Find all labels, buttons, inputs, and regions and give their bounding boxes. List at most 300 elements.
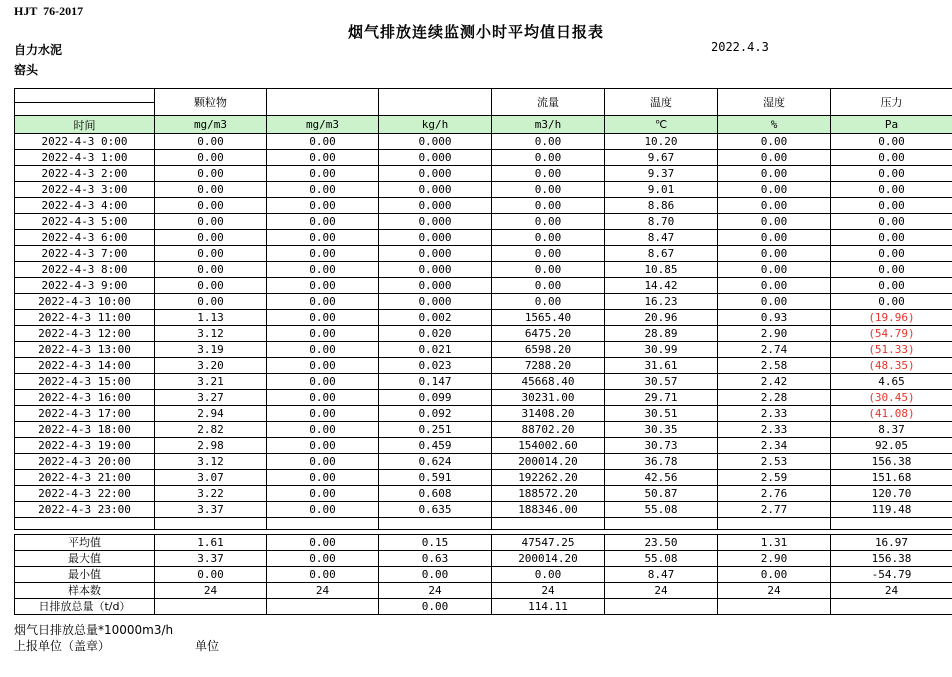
value-cell: 0.00 [492,150,605,166]
value-cell: 0.624 [379,454,492,470]
value-cell: 0.00 [718,166,831,182]
value-cell: 0.00 [267,134,379,150]
summary-value: 24 [379,583,492,599]
summary-label: 最大值 [15,551,155,567]
value-cell: 30.51 [605,406,718,422]
value-cell: 154002.60 [492,438,605,454]
empty-cell [492,518,605,530]
value-cell: 2.59 [718,470,831,486]
value-cell: 30.73 [605,438,718,454]
unit-cell: mg/m3 [267,116,379,134]
summary-value: 0.00 [718,567,831,583]
unit-cell: m3/h [492,116,605,134]
table-row [15,470,952,486]
value-cell: 0.00 [267,502,379,518]
value-cell: 0.00 [492,134,605,150]
value-cell: 2.42 [718,374,831,390]
value-cell: 45668.40 [492,374,605,390]
value-cell: 0.00 [831,198,952,214]
value-cell: 30231.00 [492,390,605,406]
value-cell: 3.27 [155,390,267,406]
summary-value [718,599,831,615]
page-title: 烟气排放连续监测小时平均值日报表 [347,23,604,41]
table-row [15,150,952,166]
table-row [15,326,952,342]
table-row [15,502,952,518]
value-cell: 3.07 [155,470,267,486]
summary-value: 0.63 [379,551,492,567]
value-cell: 50.87 [605,486,718,502]
spacer-row [15,518,952,530]
value-cell: 0.00 [267,358,379,374]
value-cell: 0.00 [155,182,267,198]
value-cell: 28.89 [605,326,718,342]
summary-value: 55.08 [605,551,718,567]
time-cell: 2022-4-3 20:00 [15,454,155,470]
value-cell: 0.002 [379,310,492,326]
time-cell: 2022-4-3 18:00 [15,422,155,438]
table-row [15,230,952,246]
table-row [15,390,952,406]
value-cell: 0.00 [492,262,605,278]
empty-cell [831,518,952,530]
time-cell: 2022-4-3 10:00 [15,294,155,310]
value-cell: 0.00 [267,438,379,454]
unit-cell: Pa [831,116,952,134]
value-cell: 2.77 [718,502,831,518]
monitor-point: 窑头 [14,63,39,77]
value-cell: 0.147 [379,374,492,390]
summary-label: 最小值 [15,567,155,583]
value-cell: 0.00 [155,214,267,230]
summary-value [605,599,718,615]
time-cell: 2022-4-3 1:00 [15,150,155,166]
summary-value: 0.00 [379,567,492,583]
value-cell: 2.33 [718,422,831,438]
summary-value: 47547.25 [492,535,605,551]
summary-row [15,567,952,583]
value-cell: 2.98 [155,438,267,454]
value-cell: 6475.20 [492,326,605,342]
value-cell: 0.00 [267,230,379,246]
time-cell: 2022-4-3 17:00 [15,406,155,422]
value-cell: 2.53 [718,454,831,470]
summary-value: 24 [492,583,605,599]
value-cell: 151.68 [831,470,952,486]
value-cell: 6598.20 [492,342,605,358]
value-cell: 0.00 [267,454,379,470]
summary-value: 16.97 [831,535,952,551]
value-cell: 0.00 [831,246,952,262]
value-cell: 120.70 [831,486,952,502]
value-cell: 0.000 [379,230,492,246]
value-cell: 0.00 [831,182,952,198]
value-cell: 31408.20 [492,406,605,422]
time-cell: 2022-4-3 6:00 [15,230,155,246]
value-cell: (41.08) [831,406,952,422]
value-cell: 0.00 [267,198,379,214]
value-cell: 0.000 [379,278,492,294]
value-cell: 0.00 [492,198,605,214]
time-cell: 2022-4-3 14:00 [15,358,155,374]
value-cell: 1.13 [155,310,267,326]
table-row [15,406,952,422]
value-cell: 0.000 [379,134,492,150]
table-row [15,374,952,390]
value-cell: 31.61 [605,358,718,374]
value-cell: 8.47 [605,230,718,246]
company-name: 自力水泥 [14,43,63,57]
value-cell: 10.20 [605,134,718,150]
value-cell: 0.00 [718,198,831,214]
value-cell: 0.635 [379,502,492,518]
table-row [15,422,952,438]
summary-value: 1.31 [718,535,831,551]
time-cell: 2022-4-3 7:00 [15,246,155,262]
group-header: 流量 [492,89,605,116]
value-cell: 0.00 [831,166,952,182]
standard-code: HJT 76-2017 [14,4,84,18]
value-cell: (51.33) [831,342,952,358]
value-cell: 0.00 [267,278,379,294]
table-row [15,214,952,230]
summary-value: 23.50 [605,535,718,551]
value-cell: 7288.20 [492,358,605,374]
summary-value: 8.47 [605,567,718,583]
value-cell: 156.38 [831,454,952,470]
time-cell: 2022-4-3 9:00 [15,278,155,294]
value-cell: 0.00 [831,214,952,230]
value-cell: 0.00 [492,294,605,310]
value-cell: 0.00 [267,294,379,310]
value-cell: 0.00 [831,294,952,310]
value-cell: 9.01 [605,182,718,198]
table-row [15,310,952,326]
value-cell: 3.22 [155,486,267,502]
time-cell: 2022-4-3 0:00 [15,134,155,150]
table-row [15,294,952,310]
summary-label: 日排放总量（t/d） [15,599,155,615]
summary-value: 0.00 [155,567,267,583]
value-cell: (48.35) [831,358,952,374]
time-cell: 2022-4-3 11:00 [15,310,155,326]
unit-cell: mg/m3 [155,116,267,134]
summary-value: 24 [831,583,952,599]
value-cell: 2.28 [718,390,831,406]
value-cell: 0.000 [379,150,492,166]
time-cell: 2022-4-3 2:00 [15,166,155,182]
summary-value: 0.00 [379,599,492,615]
summary-value: 24 [718,583,831,599]
table-row [15,262,952,278]
time-cell: 2022-4-3 13:00 [15,342,155,358]
value-cell: 0.00 [155,150,267,166]
value-cell: 0.000 [379,214,492,230]
value-cell: 0.00 [718,134,831,150]
value-cell: 0.00 [492,230,605,246]
value-cell: 20.96 [605,310,718,326]
time-header-bottom [15,103,155,116]
value-cell: 0.608 [379,486,492,502]
value-cell: 2.33 [718,406,831,422]
group-header: 湿度 [718,89,831,116]
footer-notes [14,622,952,654]
summary-value: 1.61 [155,535,267,551]
time-cell: 2022-4-3 4:00 [15,198,155,214]
value-cell: 0.00 [831,278,952,294]
value-cell: 8.37 [831,422,952,438]
value-cell: 0.000 [379,166,492,182]
value-cell: 0.000 [379,198,492,214]
table-row [15,342,952,358]
value-cell: 36.78 [605,454,718,470]
summary-value: 114.11 [492,599,605,615]
value-cell: 0.00 [492,182,605,198]
time-cell: 2022-4-3 16:00 [15,390,155,406]
value-cell: 0.00 [718,230,831,246]
value-cell: 9.37 [605,166,718,182]
summary-row [15,551,952,567]
value-cell: (19.96) [831,310,952,326]
report-unit-label: 上报单位（盖章） [14,639,111,653]
summary-value: 0.15 [379,535,492,551]
value-cell: 188346.00 [492,502,605,518]
time-column-header: 时间 [15,116,155,134]
value-cell: 3.21 [155,374,267,390]
value-cell: 0.00 [155,230,267,246]
summary-value [155,599,267,615]
time-cell: 2022-4-3 21:00 [15,470,155,486]
value-cell: 0.00 [267,214,379,230]
value-cell: 119.48 [831,502,952,518]
value-cell: 0.00 [267,262,379,278]
summary-row [15,535,952,551]
summary-value: 3.37 [155,551,267,567]
value-cell: 2.34 [718,438,831,454]
value-cell: 0.00 [492,278,605,294]
value-cell: 0.00 [718,278,831,294]
value-cell: 0.000 [379,182,492,198]
value-cell: 0.092 [379,406,492,422]
value-cell: 0.00 [718,262,831,278]
time-cell: 2022-4-3 8:00 [15,262,155,278]
time-cell: 2022-4-3 23:00 [15,502,155,518]
value-cell: 0.00 [155,246,267,262]
value-cell: 0.00 [267,422,379,438]
value-cell: 0.00 [831,150,952,166]
table-area [14,88,952,654]
summary-label: 平均值 [15,535,155,551]
value-cell: 0.591 [379,470,492,486]
value-cell: 2.90 [718,326,831,342]
value-cell: 0.021 [379,342,492,358]
value-cell: 0.00 [267,150,379,166]
summary-value: -54.79 [831,567,952,583]
value-cell: 0.020 [379,326,492,342]
value-cell: 0.023 [379,358,492,374]
summary-value: 24 [267,583,379,599]
value-cell: 0.251 [379,422,492,438]
value-cell: 10.85 [605,262,718,278]
table-row [15,198,952,214]
group-header [379,89,492,116]
flow-note: 烟气日排放总量*10000m3/h [14,623,174,637]
empty-cell [718,518,831,530]
summary-value [831,599,952,615]
unit-cell: % [718,116,831,134]
value-cell: 0.00 [492,246,605,262]
table-row [15,358,952,374]
value-cell: 0.00 [718,150,831,166]
value-cell: 0.00 [831,230,952,246]
group-header [267,89,379,116]
value-cell: 200014.20 [492,454,605,470]
value-cell: 0.00 [267,390,379,406]
value-cell: 8.86 [605,198,718,214]
value-cell: 42.56 [605,470,718,486]
value-cell: 0.00 [155,278,267,294]
value-cell: 9.67 [605,150,718,166]
summary-row [15,599,952,615]
summary-value: 156.38 [831,551,952,567]
value-cell: 0.00 [267,486,379,502]
value-cell: 0.459 [379,438,492,454]
summary-value: 0.00 [267,535,379,551]
value-cell: 0.00 [267,374,379,390]
summary-value: 2.90 [718,551,831,567]
value-cell: 0.00 [267,310,379,326]
value-cell: 0.00 [267,406,379,422]
value-cell: 3.37 [155,502,267,518]
value-cell: 55.08 [605,502,718,518]
table-row [15,246,952,262]
value-cell: 0.00 [155,198,267,214]
value-cell: 0.00 [155,134,267,150]
value-cell: 188572.20 [492,486,605,502]
table-row [15,278,952,294]
value-cell: 0.00 [267,246,379,262]
value-cell: 0.00 [155,166,267,182]
summary-row [15,583,952,599]
value-cell: 16.23 [605,294,718,310]
value-cell: 0.099 [379,390,492,406]
unit-label: 单位 [195,639,220,653]
group-header: 颗粒物 [155,89,267,116]
summary-value [267,599,379,615]
value-cell: 0.00 [718,182,831,198]
value-cell: 2.74 [718,342,831,358]
value-cell: 2.82 [155,422,267,438]
summary-value: 24 [155,583,267,599]
value-cell: 0.00 [267,470,379,486]
value-cell: 2.76 [718,486,831,502]
report-unit-line [14,638,952,654]
value-cell: 192262.20 [492,470,605,486]
summary-table [14,534,952,615]
table-row [15,134,952,150]
summary-label: 样本数 [15,583,155,599]
unit-cell: ℃ [605,116,718,134]
value-cell: 1565.40 [492,310,605,326]
table-row [15,182,952,198]
table-row [15,166,952,182]
value-cell: 14.42 [605,278,718,294]
time-cell: 2022-4-3 5:00 [15,214,155,230]
value-cell: 8.70 [605,214,718,230]
report-date: 2022.4.3 [711,40,769,54]
value-cell: 0.00 [492,166,605,182]
empty-cell [15,518,155,530]
value-cell: 0.00 [267,166,379,182]
table-row [15,454,952,470]
group-header: 压力 [831,89,952,116]
time-cell: 2022-4-3 15:00 [15,374,155,390]
empty-cell [379,518,492,530]
value-cell: 0.00 [718,246,831,262]
value-cell: 3.12 [155,326,267,342]
time-cell: 2022-4-3 19:00 [15,438,155,454]
value-cell: 0.00 [267,182,379,198]
value-cell: (30.45) [831,390,952,406]
value-cell: (54.79) [831,326,952,342]
unit-cell: kg/h [379,116,492,134]
summary-value: 0.00 [267,551,379,567]
value-cell: 30.57 [605,374,718,390]
value-cell: 0.00 [267,342,379,358]
time-cell: 2022-4-3 12:00 [15,326,155,342]
value-cell: 4.65 [831,374,952,390]
empty-cell [267,518,379,530]
value-cell: 2.58 [718,358,831,374]
value-cell: 0.93 [718,310,831,326]
value-cell: 3.20 [155,358,267,374]
table-row [15,486,952,502]
value-cell: 0.00 [267,326,379,342]
value-cell: 2.94 [155,406,267,422]
value-cell: 8.67 [605,246,718,262]
value-cell: 0.000 [379,246,492,262]
empty-cell [155,518,267,530]
value-cell: 88702.20 [492,422,605,438]
value-cell: 0.000 [379,262,492,278]
table-row [15,438,952,454]
value-cell: 0.00 [831,262,952,278]
group-header: 温度 [605,89,718,116]
value-cell: 0.00 [155,294,267,310]
time-cell: 2022-4-3 3:00 [15,182,155,198]
value-cell: 0.00 [155,262,267,278]
value-cell: 92.05 [831,438,952,454]
value-cell: 3.12 [155,454,267,470]
value-cell: 0.00 [492,214,605,230]
report-table [14,88,952,530]
value-cell: 30.35 [605,422,718,438]
empty-cell [605,518,718,530]
time-cell: 2022-4-3 22:00 [15,486,155,502]
value-cell: 3.19 [155,342,267,358]
value-cell: 30.99 [605,342,718,358]
summary-value: 24 [605,583,718,599]
summary-value: 0.00 [492,567,605,583]
value-cell: 0.00 [718,294,831,310]
summary-value: 0.00 [267,567,379,583]
value-cell: 0.00 [718,214,831,230]
value-cell: 29.71 [605,390,718,406]
value-cell: 0.000 [379,294,492,310]
value-cell: 0.00 [831,134,952,150]
summary-value: 200014.20 [492,551,605,567]
time-header-top [15,89,155,103]
